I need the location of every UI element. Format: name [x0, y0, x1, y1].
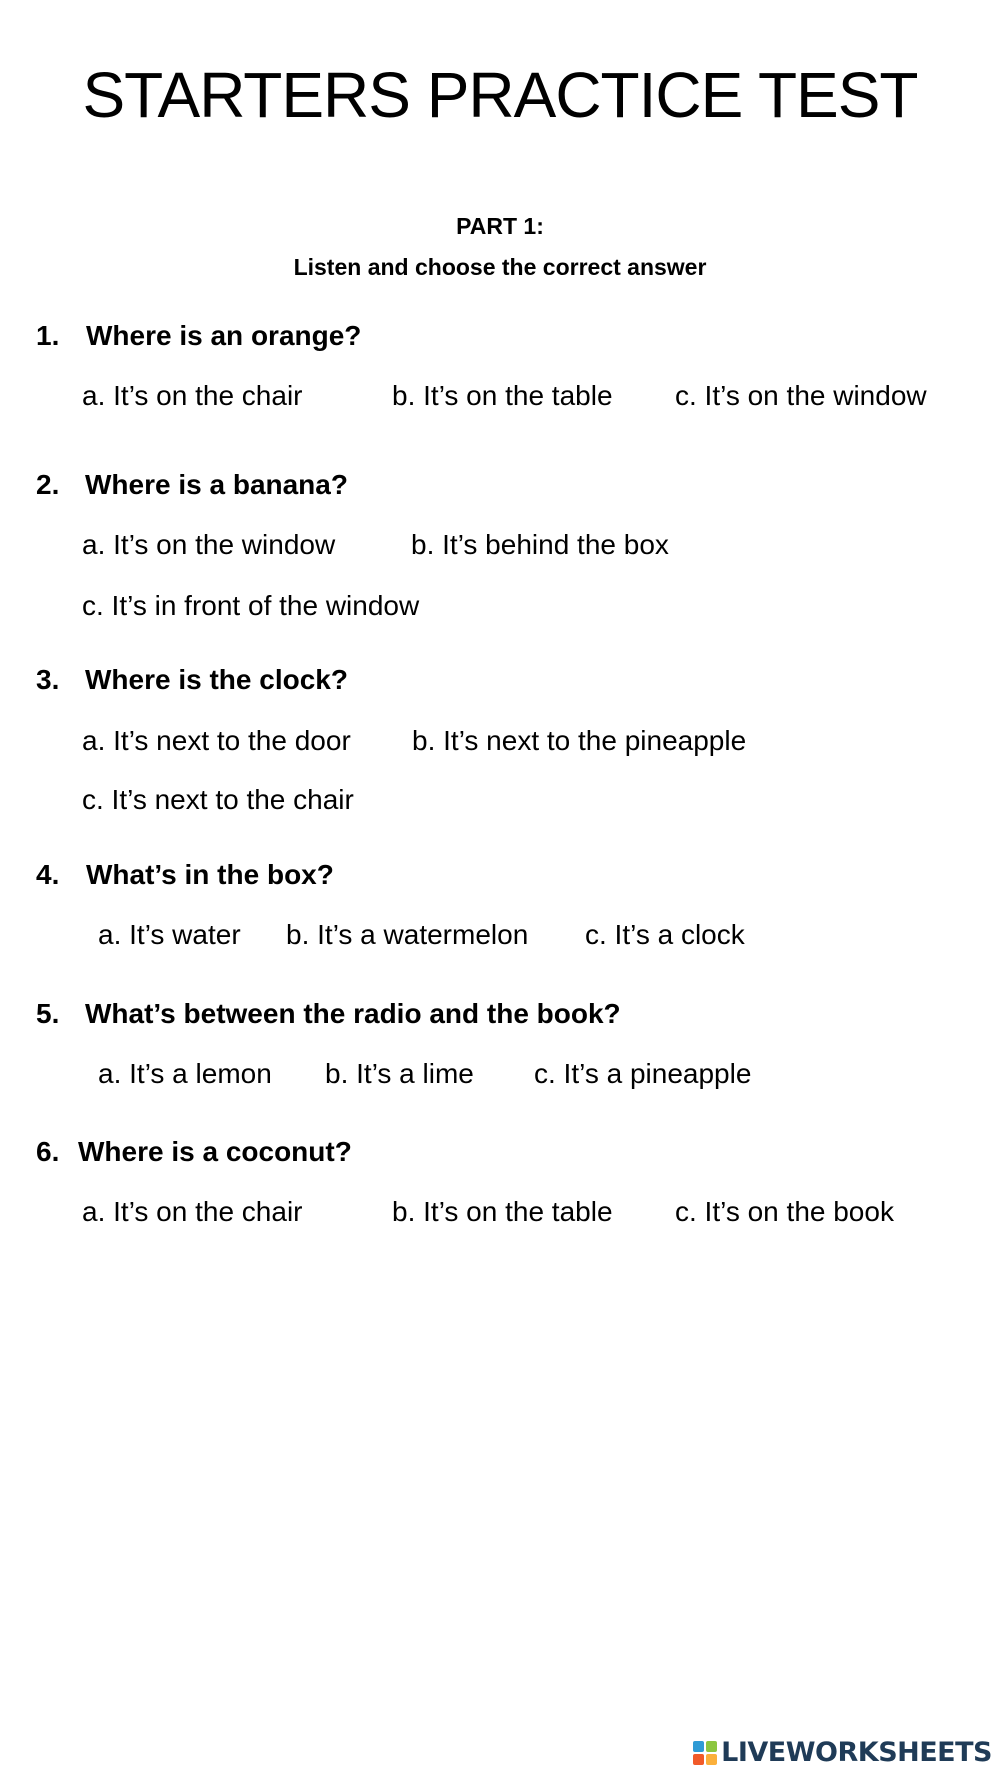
question-6-text: Where is a coconut?: [78, 1136, 352, 1167]
logo-square-2: [706, 1741, 717, 1752]
question-4-text: What’s in the box?: [86, 859, 334, 890]
liveworksheets-footer[interactable]: [693, 1737, 992, 1768]
question-2-option-c[interactable]: c. It’s in front of the window: [82, 590, 420, 621]
question-3-option-a[interactable]: a. It’s next to the door: [82, 725, 351, 756]
page-title: STARTERS PRACTICE TEST: [82, 59, 918, 131]
logo-square-3: [693, 1754, 704, 1765]
question-3-number: 3.: [36, 664, 60, 695]
question-4-option-a[interactable]: a. It’s water: [98, 919, 241, 950]
logo-square-1: [693, 1741, 704, 1752]
liveworksheets-logo-text: LIVEWORKSHEETS: [721, 1737, 992, 1768]
liveworksheets-logo-icon: [693, 1741, 717, 1765]
question-2-text: Where is a banana?: [85, 469, 348, 500]
question-5-option-b[interactable]: b. It’s a lime: [325, 1058, 474, 1089]
question-2-option-a[interactable]: a. It’s on the window: [82, 529, 336, 560]
question-3-text: Where is the clock?: [85, 664, 348, 695]
question-2-option-b[interactable]: b. It’s behind the box: [411, 529, 669, 560]
question-1-option-a[interactable]: a. It’s on the chair: [82, 380, 303, 411]
question-4-option-b[interactable]: b. It’s a watermelon: [286, 919, 529, 950]
question-1-option-b[interactable]: b. It’s on the table: [392, 380, 613, 411]
question-6-option-a[interactable]: a. It’s on the chair: [82, 1196, 303, 1227]
part-label: PART 1:: [456, 213, 544, 239]
question-5-option-c[interactable]: c. It’s a pineapple: [534, 1058, 752, 1089]
question-6-number: 6.: [36, 1136, 60, 1167]
part-instruction: Listen and choose the correct answer: [293, 254, 707, 280]
question-6-option-c[interactable]: c. It’s on the book: [675, 1196, 894, 1227]
question-4-option-c[interactable]: c. It’s a clock: [585, 919, 745, 950]
question-5-number: 5.: [36, 998, 60, 1029]
question-4-number: 4.: [36, 859, 60, 890]
question-5-option-a[interactable]: a. It’s a lemon: [98, 1058, 272, 1089]
question-1-text: Where is an orange?: [86, 320, 362, 351]
logo-square-4: [706, 1754, 717, 1765]
question-6-option-b[interactable]: b. It’s on the table: [392, 1196, 613, 1227]
question-5-text: What’s between the radio and the book?: [85, 998, 621, 1029]
question-2-number: 2.: [36, 469, 60, 500]
question-1-option-c[interactable]: c. It’s on the window: [675, 380, 927, 411]
question-1-number: 1.: [36, 320, 60, 351]
question-3-option-b[interactable]: b. It’s next to the pineapple: [412, 725, 747, 756]
question-3-option-c[interactable]: c. It’s next to the chair: [82, 784, 354, 815]
